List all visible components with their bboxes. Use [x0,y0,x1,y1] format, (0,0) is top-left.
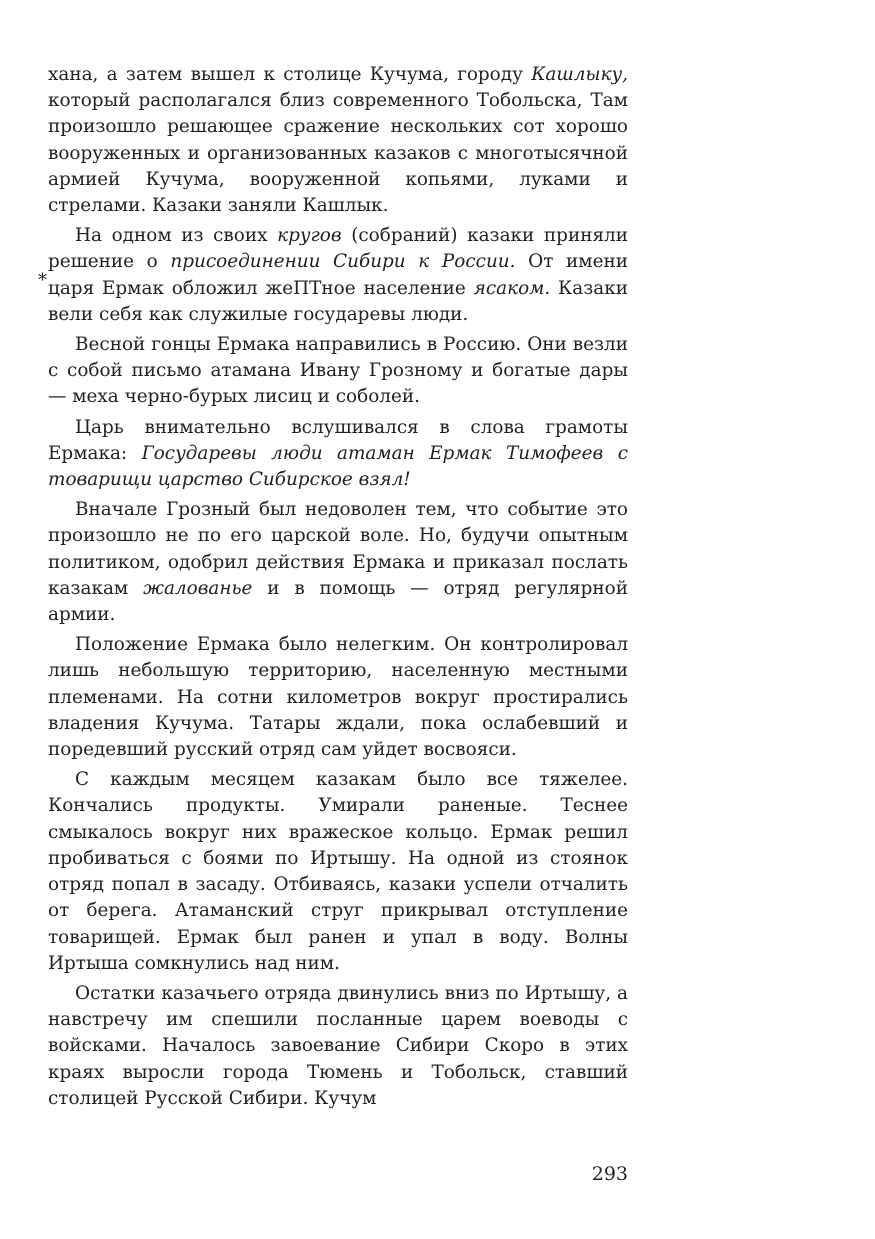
paragraph [48,981,628,1112]
page-body [48,62,628,1116]
text-run: Положение Ермака было нелегким. Он контролировал лишь небольшую территорию, населенную местными племенами. На сотни километров вокруг простирались владения Кучума. Татары ждали, пока ослабевший и поредевший русский отряд сам уйдет восвояси. [48,634,628,761]
text-run: От имени царя Ермак обложил жеПТное население [48,251,628,299]
paragraph [48,767,628,977]
margin-asterisk: * [38,270,47,291]
text-run: Царь внимательно вслушивался в слова грамоты Ермака: [48,416,628,464]
paragraph [48,223,628,328]
text-run: Остатки казачьего отряда двинулись вниз по Иртышу, а навстречу им спешили посланные царем воеводы с войсками. Началось завоевание Сибири Скоро в этих краях выросли города Тюмень и Тобольск, ставший столицей Русской Сибири. Кучум [48,982,628,1109]
text-run: (собраний) казаки приняли решение о [48,225,628,273]
italic-text-run: присоединении Сибири к России. [170,251,516,273]
paragraph [48,415,628,494]
paragraph [48,632,628,763]
text-run: и в помощь — отряд регулярной армии. [48,577,628,626]
text-run: хана, а затем вышел к столице Кучума, городу [48,64,532,85]
paragraph [48,497,628,628]
italic-text-run: Кашлыку, [531,64,628,85]
page-number: 293 [591,1163,628,1185]
text-run: На одном из своих [75,225,278,247]
text-run: Казаки вели себя как служилые государевы люди. [48,277,628,325]
paragraph [48,332,628,411]
text-run: С каждым месяцем казакам было все тяжелее. Кончались продукты. Умирали раненые. Теснее смыкалось вокруг них вражеское кольцо. Ермак решил пробиваться с боями по Иртышу. На одной из стоянок отряд попал в засаду. Отбиваясь, казаки успели отчалить от берега. Атаманский струг прикрывал отступление товарищей. Ермак был ранен и упал в воду. Волны Иртыша сомкнулись над ним. [48,769,628,974]
text-run: который располагался близ современного Тобольска, Там произошло решающее сражение нескольких сот хорошо вооруженных и организованных казаков с многотысячной армией Кучума, вооруженной копьями, луками и стрелами. Казаки заняли Кашлык. [48,90,628,217]
paragraph [48,62,628,219]
italic-text-run: жалованье [143,577,253,599]
text-run: Вначале Грозный был недоволен тем, что событие это произошло не по его царской воле. Но, будучи опытным политиком, одобрил действия Ермака и приказал послать казакам [48,499,628,599]
italic-text-run: ясаком. [473,277,551,299]
text-run: Весной гонцы Ермака направились в Россию. Они везли с собой письмо атамана Ивану Грозному и богатые дары — меха черно-бурых лисиц и соболей. [48,334,628,408]
italic-text-run: Государевы люди атаман Ермак Тимофеев с товарищи царство Сибирское взял! [48,442,628,491]
italic-text-run: кругов [277,225,342,247]
